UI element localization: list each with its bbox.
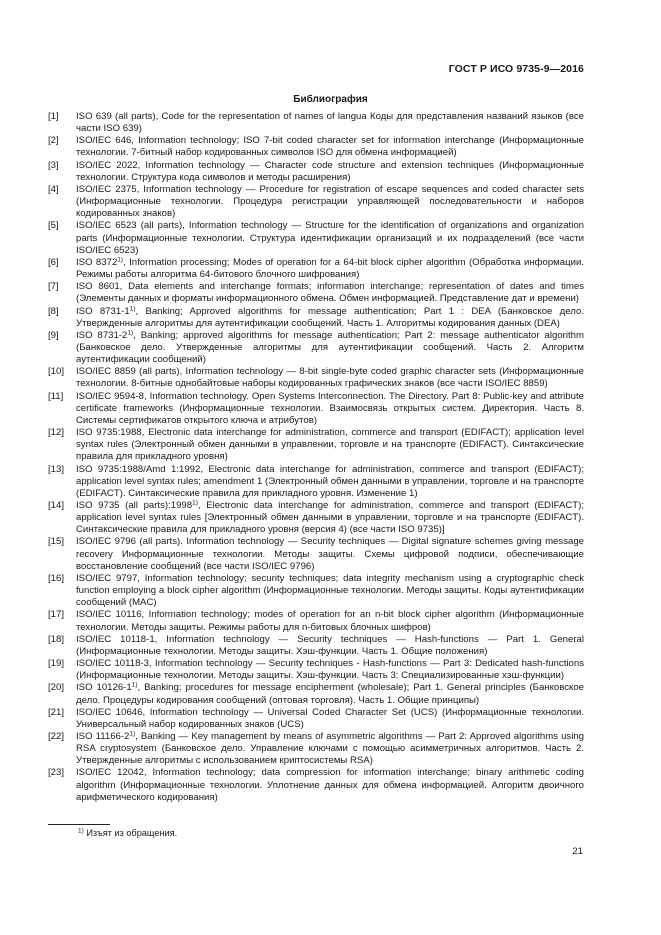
bibliography-entry — [48, 609, 584, 633]
bibliography-entry — [48, 306, 584, 330]
entry-number: [20] — [48, 682, 65, 694]
bibliography-entry — [48, 220, 584, 256]
entry-number: [17] — [48, 609, 65, 621]
footnote-ref: 1) — [131, 681, 138, 689]
entry-number: [4] — [48, 183, 59, 195]
entry-number: [14] — [48, 500, 65, 511]
entry-text: ISO/IEC 2022, Information technology — Character code structure and extension techniques (Информационные технологии. Структура кода символов и методы расширения) — [76, 159, 584, 183]
entry-number: [8] — [48, 305, 59, 317]
bibliography-list — [48, 111, 584, 804]
entry-text: ISO 639 (all parts), Code for the representation of names of langua Коды для представления названий языков (все части ISO 639) — [76, 111, 584, 135]
entry-text: ISO 8731-1$^{1)}$, Banking; Approved algorithms for message authentication; Part 1 : DEA (Банковское дело. Утвержденные алгоритмы для аутентификации сообщений. Часть 1. Алгоритмы кодирования данных (DEA) — [76, 305, 584, 329]
bibliography-entry — [48, 634, 584, 658]
entry-number: [19] — [48, 658, 65, 670]
entry-text: ISO/IEC 9797, Information technology; security techniques; data integrity mechanism using a cryptographic check function employing a block cipher algorithm (Информационные технологии. Методы защиты. Коды аутентификации сообщений (MAC) — [76, 572, 584, 609]
entry-number: [22] — [48, 730, 65, 742]
entry-text: ISO/IEC 2375, Information technology — Procedure for registration of escape sequences and coded character sets (Информационные технологии. Процедура регистрации управляющей последовательности и наборов кодированных знаков) — [76, 183, 584, 220]
bibliography-entry — [48, 707, 584, 731]
footnote-ref: 1) — [129, 305, 136, 312]
entry-text: ISO/IEC 8859 (all parts), Information technology — 8-bit single-byte coded graphic character sets (Информационные технологии. 8-битные однобайтовые наборы кодированных графических знаков (все части ISO/IEC 8859) — [76, 366, 584, 390]
entry-text: ISO/IEC 10118-1, Information technology — Security techniques — Hash-functions — Part 1. General (Информационные технологии. Методы защиты. Хэш-функции. Часть 1. Общие положения) — [76, 633, 584, 657]
entry-number: [7] — [48, 281, 59, 293]
entry-number: [18] — [48, 633, 65, 645]
entry-text: ISO/IEC 9796 (all parts). Information technology — Security techniques — Digital signature schemes giving message recovery Информационные технологии. Методы защиты. Схемы цифровой подписи, обеспечивающие восстановление сообщений (все части ISO/IEC 9796) — [76, 536, 584, 572]
bibliography-entry — [48, 257, 584, 281]
entry-text: ISO/IEC 10116, Information technology; modes of operation for an n-bit block cipher algorithm (Информационные технологии. Методы защиты. Режимы работы для n-битовых блочных шифров) — [76, 609, 584, 633]
footnote — [78, 828, 177, 838]
bibliography-entry — [48, 427, 584, 463]
entry-number: [15] — [48, 536, 65, 548]
bibliography-entry — [48, 464, 584, 500]
entry-text: ISO/IEC 6523 (all parts), Information technology — Structure for the identification of organizations and organization parts (Информационные технологии. Структура идентификации организаций и их подразделений (все части ISO/IEC 6523) — [76, 220, 584, 256]
entry-number: [16] — [48, 572, 65, 584]
footnote-mark: 1) — [78, 827, 84, 835]
entry-number: [5] — [48, 220, 59, 232]
entry-number: [6] — [48, 256, 59, 268]
bibliography-entry — [48, 500, 584, 536]
entry-text: ISO 9735 (all parts):1998$^{1)}$, Electronic data interchange for administration, commerce and transport (EDIFACT); application level syntax rules [Электронный обмен данными в управлении, торговле и на транспорте (EDIFACT). Синтаксические правила для прикладного уровня (версия 4) (все части ISO 9735)] — [76, 499, 584, 536]
bibliography-entry — [48, 682, 584, 706]
footnote-ref: 1) — [117, 256, 124, 264]
bibliography-entry — [48, 184, 584, 220]
entry-text: ISO 8731-2$^{1)}$, Banking; approved algorithms for message authentication; Part 2: message authenticator algorithm (Банковское дело. Утвержденные алгоритмы для аутентификации сообщений. Часть 2. Алгоритм аутентификации сообщений) — [76, 329, 584, 366]
entry-text: ISO/IEC 10118-3, Information technology — Security techniques - Hash-functions — Part 3: Dedicated hash-functions (Информационные технологии. Методы защиты. Хэш-функции. Часть 3: Специализированные хэш-функции) — [76, 658, 584, 682]
bibliography-entry — [48, 330, 584, 366]
entry-text: ISO 9735:1988, Electronic data interchange for administration, commerce and transport (EDIFACT); application level syntax rules (Электронный обмен данными в управлении, торговле и на транспорте (EDIFACT). Синтаксические правила для прикладного уровня) — [76, 427, 584, 463]
entry-text: ISO 10126-1$^{1)}$, Banking; procedures for message encipherment (wholesale); Part 1. General principles (Банковское дело. Процедуры кодирования сообщений (оптовая торговля). Часть 1. Общие принципы) — [76, 681, 584, 706]
footnote-divider — [48, 824, 110, 825]
bibliography-entry — [48, 135, 584, 159]
bibliography-entry — [48, 536, 584, 572]
bibliography-entry — [48, 111, 584, 135]
entry-number: [21] — [48, 706, 65, 718]
entry-number: [10] — [48, 366, 65, 378]
bibliography-entry — [48, 160, 584, 184]
bibliography-entry — [48, 658, 584, 682]
entry-number: [12] — [48, 427, 65, 439]
entry-number: [1] — [48, 111, 59, 122]
entry-text: ISO/IEC 12042, Information technology; data compression for information interchange; binary arithmetic coding algorithm (Информационные технологии. Уплотнение данных для обмена информацией. Алгоритм двоичного арифметического кодирования) — [76, 767, 584, 803]
entry-text: ISO 11166-2$^{1)}$, Banking — Key management by means of asymmetric algorithms — Part 2: Approved algorithms using RSA cryptosystem (Банковское дело. Управление ключами с помощью асимметричных алгоритмов. Часть 2. Утвержденные алгоритмы с использованием криптосистемы RSA) — [76, 730, 585, 767]
entry-number: [23] — [48, 767, 65, 779]
entry-text: ISO/IEC 9594-8, Information technology. Open Systems Interconnection. The Directory. Part 8: Public-key and attribute certificate frameworks (Информационные технологии. Взаимосвязь открытых систем. Директория. Часть 8. Системы сертификатов открытого ключа и атрибутов) — [76, 390, 584, 426]
entry-number: [2] — [48, 135, 59, 147]
entry-number: [3] — [48, 159, 59, 171]
footnote-ref: 1) — [192, 499, 198, 507]
bibliography-entry — [48, 573, 584, 609]
bibliography-entry — [48, 731, 584, 767]
bibliography-entry — [48, 366, 584, 390]
entry-number: [11] — [48, 390, 64, 402]
entry-text: ISO 8601, Data elements and interchange formats; information interchange; representation of dates and times (Элементы данных и форматы информационного обмена. Обмен информацией. Представление дат и времени) — [76, 281, 584, 305]
page-number: 21 — [572, 846, 583, 857]
footnote-text: Изъят из обращения. — [83, 828, 178, 838]
entry-text: ISO 9735:1988/Amd 1:1992, Electronic data interchange for administration, commerce and transport (EDIFACT); application level syntax rules; amendment 1 (Электронный обмен данными в управлении, торговле и на транспорте (EDIFACT). Синтаксические правила для прикладного уровня. Изменение 1) — [76, 463, 584, 499]
bibliography-entry — [48, 767, 584, 803]
bibliography-entry — [48, 281, 584, 305]
standard-designation: ГОСТ Р ИСО 9735-9—2016 — [448, 63, 584, 75]
entry-text: ISO/IEC 646, Information technology; ISO 7-bit coded character set for information interchange (Информационные технологии. 7-битный набор кодированных символов ISO для обмена информацией) — [76, 135, 584, 159]
entry-text: ISO/IEC 10646, Information technology — Universal Coded Character Set (UCS) (Информационные технологии. Универсальный набор кодированных знаков (UCS) — [76, 706, 584, 730]
bibliography-entry — [48, 391, 584, 427]
entry-text: ISO 8372$^{1)}$, Information processing; Modes of operation for a 64-bit block cipher algorithm (Обработка информации. Режимы работы алгоритма 64-битового блочного шифрования) — [76, 256, 584, 281]
section-title: Библиография — [293, 94, 368, 105]
entry-number: [13] — [48, 463, 65, 475]
footnote-ref: 1) — [129, 730, 136, 738]
footnote-ref: 1) — [127, 329, 134, 337]
entry-number: [9] — [48, 329, 59, 341]
